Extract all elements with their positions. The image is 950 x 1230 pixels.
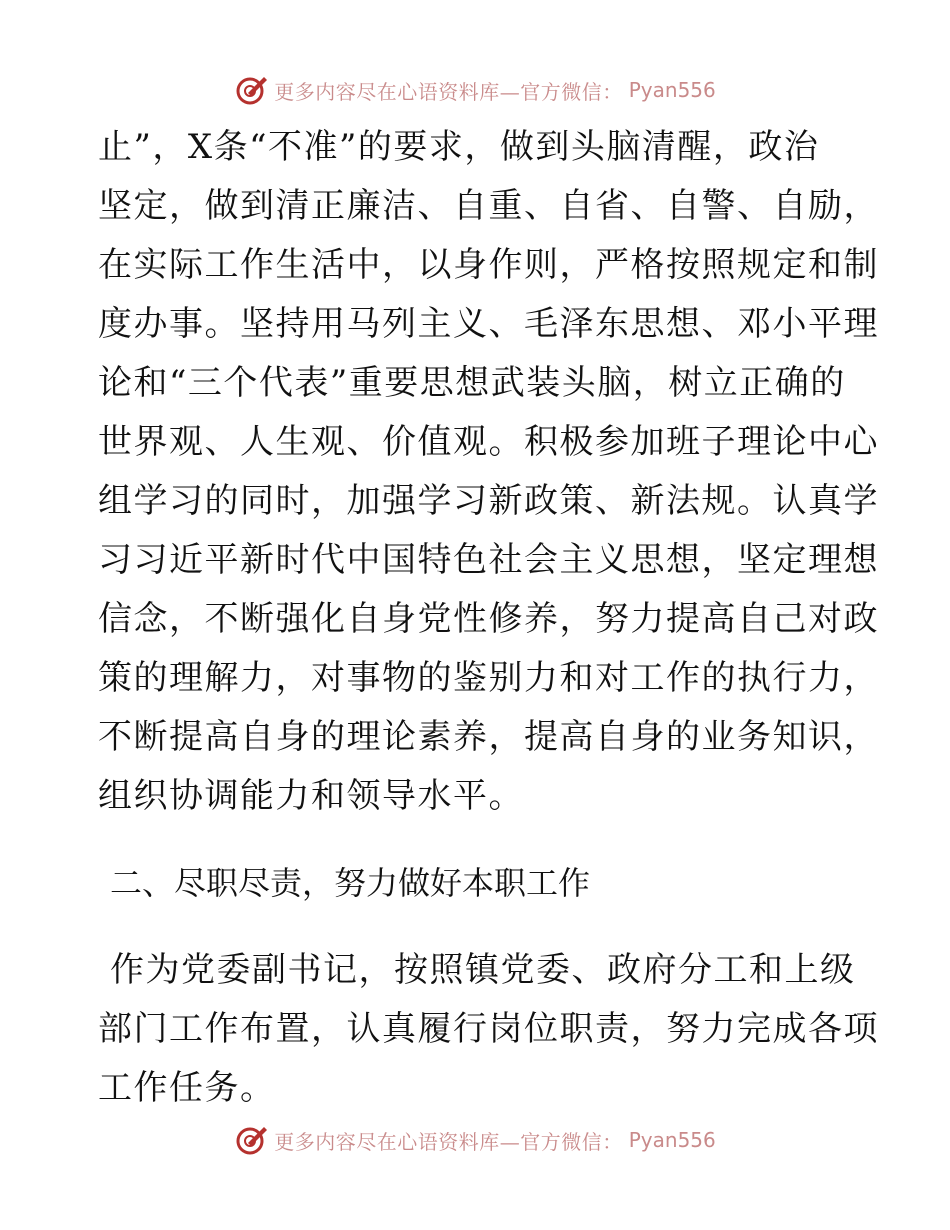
text-line: 信念，不断强化自身党性修养，努力提高自己对政	[98, 599, 879, 639]
section-heading: 二、尽职尽责，努力做好本职工作	[110, 864, 591, 902]
watermark-text: 更多内容尽在心语资料库—官方微信：	[274, 79, 623, 104]
paragraph-2	[98, 941, 879, 1118]
document-body	[98, 118, 879, 1118]
text-line: 部门工作布置，认真履行岗位职责，努力完成各项	[98, 1009, 879, 1049]
text-line: 策的理解力，对事物的鉴别力和对工作的执行力，	[98, 658, 879, 698]
header-watermark	[0, 70, 950, 110]
text-line: 世界观、人生观、价值观。积极参加班子理论中心	[98, 422, 879, 462]
text-line: 坚定，做到清正廉洁、自重、自省、自警、自励，	[98, 186, 879, 226]
text-line: 作为党委副书记，按照镇党委、政府分工和上级	[110, 950, 856, 990]
text-line: 论和“三个代表”重要思想武装头脑，树立正确的	[98, 363, 846, 403]
text-line: 度办事。坚持用马列主义、毛泽东思想、邓小平理	[98, 304, 879, 344]
paragraph-gap	[98, 826, 858, 854]
text-line: 组织协调能力和领导水平。	[98, 776, 524, 816]
paragraph-1	[98, 118, 879, 826]
pen-logo-icon	[234, 1123, 268, 1157]
text-line: 组学习的同时，加强学习新政策、新法规。认真学	[98, 481, 879, 521]
text-line: 工作任务。	[98, 1068, 276, 1108]
watermark-wechat-id: Pyan556	[628, 78, 716, 102]
text-line: 不断提高自身的理论素养，提高自身的业务知识，	[98, 717, 879, 757]
text-line: 习习近平新时代中国特色社会主义思想，坚定理想	[98, 540, 879, 580]
pen-logo-icon	[234, 73, 268, 107]
watermark-text: 更多内容尽在心语资料库—官方微信：	[274, 1129, 623, 1154]
watermark-wechat-id: Pyan556	[628, 1128, 716, 1152]
footer-watermark	[0, 1120, 950, 1160]
text-line: 在实际工作生活中，以身作则，严格按照规定和制	[98, 245, 879, 285]
paragraph-gap	[98, 913, 858, 941]
text-line: 止”，X条“不准”的要求，做到头脑清醒，政治	[98, 127, 820, 167]
